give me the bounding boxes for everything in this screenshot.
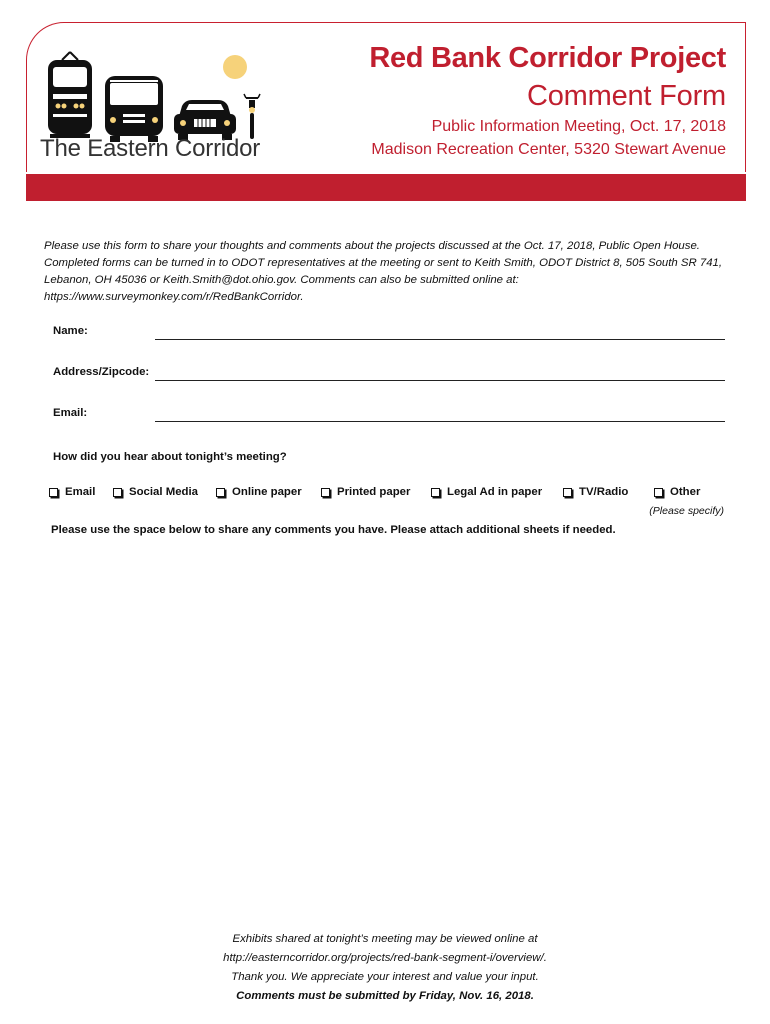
option-label: Other <box>670 486 701 498</box>
address-input-line[interactable] <box>155 380 725 381</box>
specify-note: (Please specify) <box>649 505 724 517</box>
option-label: Printed paper <box>337 486 411 498</box>
comments-instructions: Please use the space below to share any comments you have. Please attach additional sheets if needed. <box>51 524 616 536</box>
name-input-line[interactable] <box>155 339 725 340</box>
option-social-media[interactable] <box>113 484 198 500</box>
sun-icon <box>223 55 247 79</box>
email-field[interactable] <box>53 402 725 422</box>
option-label: Social Media <box>129 486 199 498</box>
name-label: Name: <box>53 325 88 337</box>
option-label: TV/Radio <box>579 486 629 498</box>
bus-icon <box>105 76 163 142</box>
page-title: Red Bank Corridor Project <box>369 42 726 74</box>
option-legal-ad[interactable] <box>431 484 542 500</box>
email-input-line[interactable] <box>155 421 725 422</box>
option-label: Online paper <box>232 486 302 498</box>
option-tv-radio[interactable] <box>563 484 628 500</box>
footer-thanks: Thank you. We appreciate your interest and value your input. <box>231 971 539 983</box>
checkbox-icon[interactable] <box>49 488 58 497</box>
checkbox-icon[interactable] <box>563 488 572 497</box>
footer-url: http://easterncorridor.org/projects/red-bank-segment-i/overview/. <box>223 952 547 964</box>
meeting-location: Madison Recreation Center, 5320 Stewart Avenue <box>371 141 726 158</box>
footer-exhibits-line: Exhibits shared at tonight’s meeting may be viewed online at <box>232 933 538 945</box>
address-label: Address/Zipcode: <box>53 366 150 378</box>
address-field[interactable] <box>53 361 725 381</box>
page-subtitle: Comment Form <box>526 80 726 112</box>
meeting-info: Public Information Meeting, Oct. 17, 2018 <box>431 118 726 135</box>
footer <box>0 930 770 1006</box>
checkbox-icon[interactable] <box>431 488 440 497</box>
comments-writing-area[interactable] <box>44 545 726 915</box>
option-online-paper[interactable] <box>216 484 302 500</box>
option-other[interactable] <box>654 484 700 500</box>
option-printed-paper[interactable] <box>321 484 410 500</box>
option-label: Email <box>65 486 96 498</box>
email-label: Email: <box>53 407 88 419</box>
bicycle-icon <box>244 94 260 139</box>
option-label: Legal Ad in paper <box>447 486 543 498</box>
header-divider-band <box>26 174 746 201</box>
checkbox-icon[interactable] <box>216 488 225 497</box>
checkbox-icon[interactable] <box>321 488 330 497</box>
car-icon <box>174 100 236 140</box>
checkbox-icon[interactable] <box>654 488 663 497</box>
footer-deadline: Comments must be submitted by Friday, Nov. 16, 2018. <box>236 990 534 1002</box>
train-icon <box>48 52 92 138</box>
checkbox-icon[interactable] <box>113 488 122 497</box>
source-question: How did you hear about tonight’s meeting? <box>53 451 287 463</box>
option-email[interactable] <box>49 484 95 500</box>
name-field[interactable] <box>53 320 725 340</box>
logo-wordmark: The Eastern Corridor <box>40 135 261 162</box>
intro-paragraph: Please use this form to share your thoughts and comments about the projects discussed at the Oct. 17, 2018, Public Open House. Completed forms can be turned in to ODOT representatives at the meeting or sent to Keith Smith, ODOT District 8, 505 South SR 741, Lebanon, OH 45036 or Keith.Smith@dot.ohio.gov. Comments can also be submitted online at: https://www.surveymonkey.com/r/RedBankCorridor. <box>44 240 723 303</box>
